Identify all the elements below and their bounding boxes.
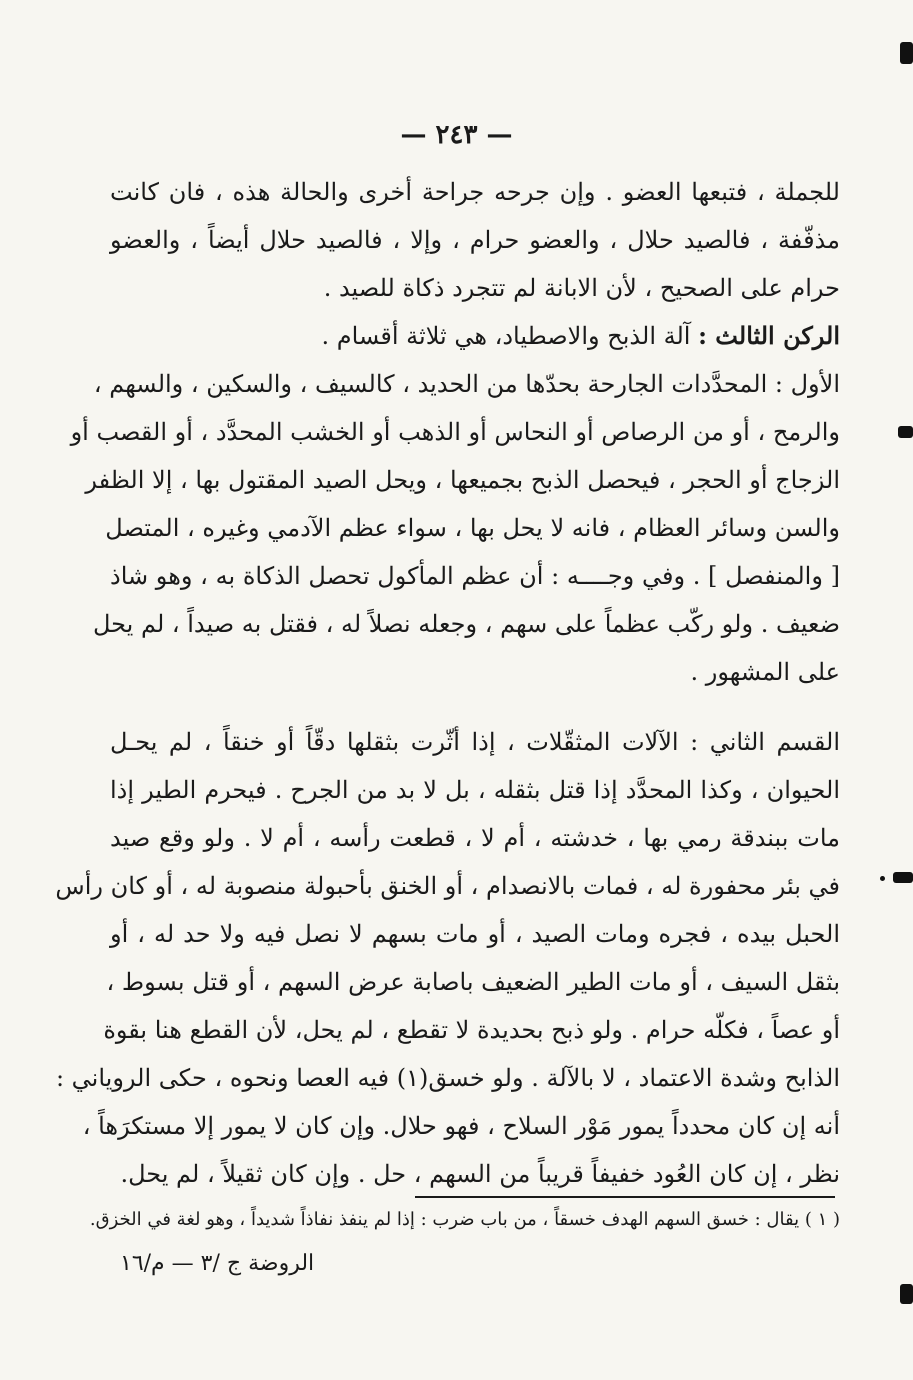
text-line: الأول : المحدَّدات الجارحة بحدّها من الحديد ، كالسيف ، والسكين ، والسهم ، bbox=[93, 370, 840, 398]
text-line: أو عصاً ، فكلّه حرام . ولو ذبح بحديدة لا تقطع ، لم يحل، لأن القطع هنا بقوة bbox=[103, 1016, 840, 1044]
paragraph-gap bbox=[110, 696, 840, 718]
printer-signature: الروضة ج /٣ — م/١٦ bbox=[120, 1251, 315, 1276]
text-line: الزجاج أو الحجر ، فيحصل الذبح بجميعها ، ويحل الصيد المقتول بها ، إلا الظفر bbox=[85, 466, 840, 494]
text-line: نظر ، إن كان العُود خفيفاً قريباً من السهم ، حل . وإن كان ثقيلاً ، لم يحل. bbox=[120, 1160, 840, 1188]
text-line: الحبل بيده ، فجره ومات الصيد ، أو مات بسهم لا نصل فيه ولا حد له ، أو bbox=[110, 920, 840, 948]
page-number: — ٢٤٣ — bbox=[400, 120, 513, 150]
text-line: ضعيف . ولو ركّب عظماً على سهم ، وجعله نصلاً له ، فقتل به صيداً ، لم يحل bbox=[93, 610, 840, 638]
text-line: حرام على الصحيح ، لأن الابانة لم تتجرد ذكاة للصيد . bbox=[323, 274, 840, 302]
text-line: في بئر محفورة له ، فمات بالانصدام ، أو الخنق بأحبولة منصوبة له ، أو كان رأس bbox=[55, 872, 840, 900]
text-line: بثقل السيف ، أو مات الطير الضعيف باصابة عرض السهم ، أو قتل بسوط ، bbox=[106, 968, 840, 996]
margin-mark bbox=[900, 1284, 913, 1304]
margin-mark bbox=[880, 876, 885, 881]
section-heading-lead: الركن الثالث : bbox=[698, 321, 840, 350]
section-heading-text: آلة الذبح والاصطياد، هي ثلاثة أقسام . bbox=[321, 322, 699, 350]
margin-mark bbox=[900, 42, 913, 64]
footnote-divider bbox=[415, 1196, 835, 1198]
text-line: والرمح ، أو من الرصاص أو النحاس أو الذهب أو الخشب المحدَّد ، أو القصب أو bbox=[70, 418, 840, 446]
text-line: للجملة ، فتبعها العضو . وإن جرحه جراحة أخرى والحالة هذه ، فان كانت bbox=[110, 178, 840, 206]
text-line: على المشهور . bbox=[690, 658, 840, 686]
text-line: أنه إن كان محدداً يمور مَوْر السلاح ، فهو حلال. وإن كان لا يمور إلا مستكرَهاً ، bbox=[82, 1112, 840, 1140]
text-line: الذابح وشدة الاعتماد ، لا بالآلة . ولو خسق(١) فيه العصا ونحوه ، حكى الروياني : bbox=[55, 1064, 840, 1092]
text-line: القسم الثاني : الآلات المثقّلات ، إذا أثّرت بثقلها دقّاً أو خنقاً ، لم يحـل bbox=[110, 728, 840, 756]
text-line: والسن وسائر العظام ، فانه لا يحل بها ، سواء عظم الآدمي وغيره ، المتصل bbox=[105, 514, 840, 542]
section-heading bbox=[110, 312, 840, 360]
page-body bbox=[55, 168, 840, 1198]
footnote: ( ١ ) يقال : خسق السهم الهدف خسقاً ، من باب ضرب : إذا لم ينفذ نفاذاً شديداً ، وهو لغة في الخزق. bbox=[89, 1209, 840, 1230]
text-line: الحيوان ، وكذا المحدَّد إذا قتل بثقله ، بل لا بد من الجرح . فيحرم الطير إذا bbox=[110, 776, 840, 804]
margin-mark bbox=[898, 426, 913, 438]
text-line: [ والمنفصل ] . وفي وجــــه : أن عظم المأكول تحصل الذكاة به ، وهو شاذ bbox=[110, 562, 840, 590]
text-line: مات ببندقة رمي بها ، خدشته ، أم لا ، قطعت رأسه ، أم لا . ولو وقع صيد bbox=[110, 824, 840, 852]
text-line: مذفّفة ، فالصيد حلال ، والعضو حرام ، وإلا ، فالصيد حلال أيضاً ، والعضو bbox=[110, 226, 840, 254]
margin-mark bbox=[893, 872, 913, 883]
